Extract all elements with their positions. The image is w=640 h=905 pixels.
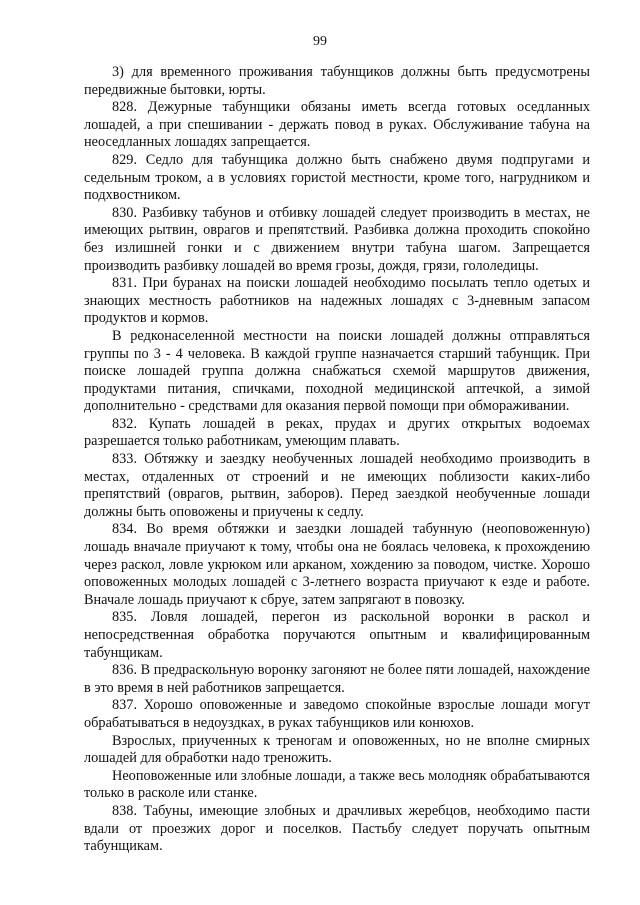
paragraph-832: 832. Купать лошадей в реках, прудах и других открытых водоемах разрешается только работникам, умеющим плавать. [84,415,590,450]
paragraph-837: 837. Хорошо оповоженные и заведомо спокойные взрослые лошади могут обрабатываться в недоуздках, в руках табунщиков или конюхов. [84,697,590,731]
paragraph-833: 833. Обтяжку и заездку необученных лошадей необходимо производить в местах, отдаленных от строений и не имеющих поблизости каких-либо препятствий (оврагов, рытвин, заборов). Перед заездкой необученные лошади должны быть оповожены и приучены к седлу. [84,451,590,520]
paragraph-829: 829. Седло для табунщика должно быть снабжено двумя подпругами и седельным троком, а в условиях гористой местности, кроме того, нагрудником и подхвостником. [84,151,590,204]
paragraph-item-3: 3) для временного проживания табунщиков должны быть предусмотрены передвижные бытовки, юрты. [84,64,590,98]
paragraph-828: 828. Дежурные табунщики обязаны иметь всегда готовых оседланных лошадей, а при спешивании - держать повод в руках. Обслуживание табуна на неоседланных лошадях запрещается. [84,99,590,151]
paragraph-837-continued-2: Неоповоженные или злобные лошади, а также весь молодняк обрабатываются только в расколе или станке. [84,767,590,802]
paragraph-835: 835. Ловля лошадей, перегон из раскольной воронки в раскол и непосредственная обработка поручаются опытным и квалифицированным табунщикам. [84,609,590,661]
paragraph-838: 838. Табуны, имеющие злобных и драчливых жеребцов, необходимо пасти вдали от проезжих дорог и поселков. Пастьбу следует поручать опытным табунщикам. [84,802,590,855]
paragraph-831: 831. При буранах на поиски лошадей необходимо посылать тепло одетых и знающих местность работников на надежных лошадях с 3-дневным запасом продуктов и кормов. [84,275,590,327]
paragraph-830: 830. Разбивку табунов и отбивку лошадей следует производить в местах, не имеющих рытвин, оврагов и препятствий. Разбивка должна проходить спокойно без излишней гонки и с движением внутри табуна шагом. Запрещается производить разбивку лошадей во время грозы, дождя, грязи, гололедицы. [84,204,590,274]
paragraph-837-continued-1: Взрослых, приученных к треногам и оповоженных, но не вполне смирных лошадей для обработки надо треножить. [84,732,590,767]
paragraph-831-continued: В редконаселенной местности на поиски лошадей должны отправляться группы по 3 - 4 человека. В каждой группе назначается старший табунщик. При поиске лошадей группа должна снабжаться схемой маршрутов движения, продуктами питания, спичками, походной медицинской аптечкой, а зимой дополнительно - средствами для оказания первой помощи при обмораживании. [84,327,590,415]
document-body [84,64,590,856]
paragraph-834: 834. Во время обтяжки и заездки лошадей табунную (неоповоженную) лошадь вначале приучают к тому, чтобы она не боялась человека, к прохождению через раскол, ловле укрюком или арканом, хождению за поводом, чистке. Хорошо оповоженных молодых лошадей с 3-летнего возраста приучают к езде и работе. Вначале лошадь приучают к сбруе, затем запрягают в повозку. [84,521,590,608]
paragraph-836: 836. В предраскольную воронку загоняют не более пяти лошадей, нахождение в это время в ней работников запрещается. [84,662,590,696]
page-number: 99 [313,34,327,49]
